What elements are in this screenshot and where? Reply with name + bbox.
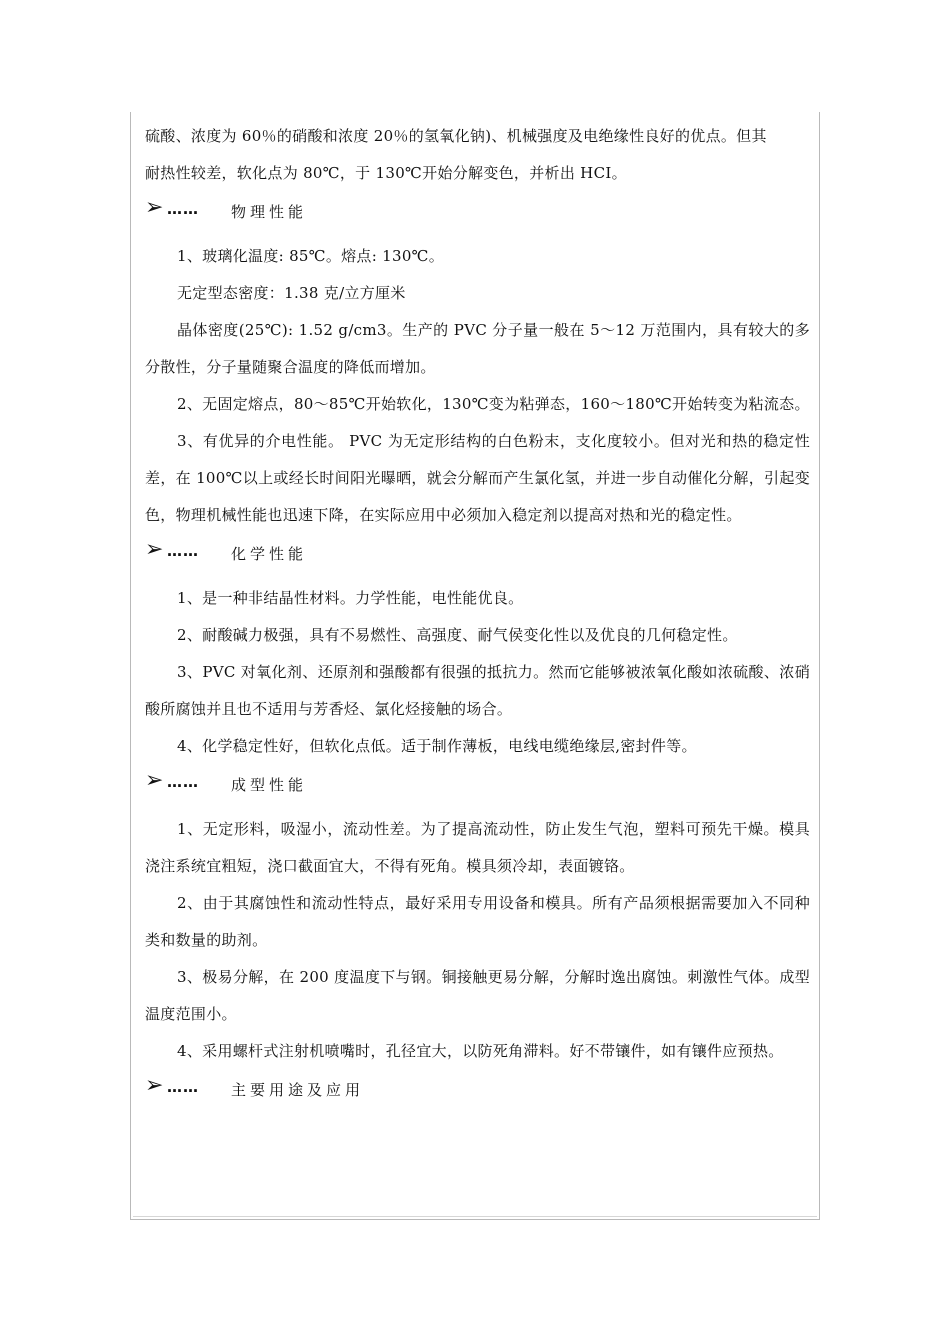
section-heading-molding: [145, 767, 810, 803]
paragraph: 1、无定形料，吸湿小，流动性差。为了提高流动性，防止发生气泡，塑料可预先干燥。模具浇注系统宜粗短，浇口截面宜大，不得有死角。模具须冷却，表面镀铬。: [145, 820, 810, 875]
section-title: 成型性能: [231, 776, 308, 794]
paragraph: 3、PVC 对氧化剂、还原剂和强酸都有很强的抵抗力。然而它能够被浓氧化酸如浓硫酸、浓硝酸所腐蚀并且也不适用与芳香烃、氯化烃接触的场合。: [145, 663, 810, 718]
paragraph: 无定型态密度：1.38 克/立方厘米: [177, 284, 406, 302]
intro-line-2: 耐热性较差，软化点为 80℃，于 130℃开始分解变色，并析出 HCI。: [145, 164, 627, 182]
paragraph: 3、有优异的介电性能。 PVC 为无定形结构的白色粉末，支化度较小。但对光和热的稳定性差，在 100℃以上或经长时间阳光曝晒，就会分解而产生氯化氢，并进一步自动催化分解，引起变色，物理机械性能也迅速下降，在实际应用中必须加入稳定剂以提高对热和光的稳定性。: [145, 432, 810, 524]
arrow-bullet-icon: ➢: [145, 1073, 164, 1098]
ellipsis-dots: ……: [167, 1078, 199, 1096]
paragraph: 晶体密度(25℃): 1.52 g/cm3。生产的 PVC 分子量一般在 5～12 万范围内，具有较大的多分散性，分子量随聚合温度的降低而增加。: [145, 321, 810, 376]
document-body: [145, 118, 810, 1116]
paragraph: 1、玻璃化温度: 85℃。熔点: 130℃。: [177, 247, 445, 265]
arrow-bullet-icon: ➢: [145, 768, 164, 793]
section-heading-physical: [145, 194, 810, 230]
paragraph: 1、是一种非结晶性材料。力学性能，电性能优良。: [177, 589, 524, 607]
paragraph: 3、极易分解，在 200 度温度下与钢。铜接触更易分解，分解时逸出腐蚀。刺激性气体。成型温度范围小。: [145, 968, 810, 1023]
paragraph: 2、耐酸碱力极强，具有不易燃性、高强度、耐气侯变化性以及优良的几何稳定性。: [177, 626, 738, 644]
paragraph: 4、采用螺杆式注射机喷嘴时，孔径宜大，以防死角滞料。好不带镶件，如有镶件应预热。: [177, 1042, 784, 1060]
ellipsis-dots: ……: [167, 773, 199, 791]
ellipsis-dots: ……: [167, 200, 199, 218]
intro-line-1: 硫酸、浓度为 60％的硝酸和浓度 20％的氢氧化钠)、机械强度及电绝缘性良好的优点。但其: [145, 127, 767, 145]
arrow-bullet-icon: ➢: [145, 537, 164, 562]
section-heading-chemical: [145, 536, 810, 572]
section-title: 主要用途及应用: [231, 1081, 365, 1099]
paragraph: 2、由于其腐蚀性和流动性特点，最好采用专用设备和模具。所有产品须根据需要加入不同种类和数量的助剂。: [145, 894, 810, 949]
arrow-bullet-icon: ➢: [145, 195, 164, 220]
section-title: 化学性能: [231, 545, 308, 563]
paragraph: 4、化学稳定性好，但软化点低。适于制作薄板，电线电缆绝缘层,密封件等。: [177, 737, 697, 755]
section-heading-applications: [145, 1072, 810, 1108]
ellipsis-dots: ……: [167, 542, 199, 560]
section-title: 物理性能: [231, 203, 308, 221]
paragraph: 2、无固定熔点，80～85℃开始软化，130℃变为粘弹态，160～180℃开始转变为粘流态。: [177, 395, 810, 413]
